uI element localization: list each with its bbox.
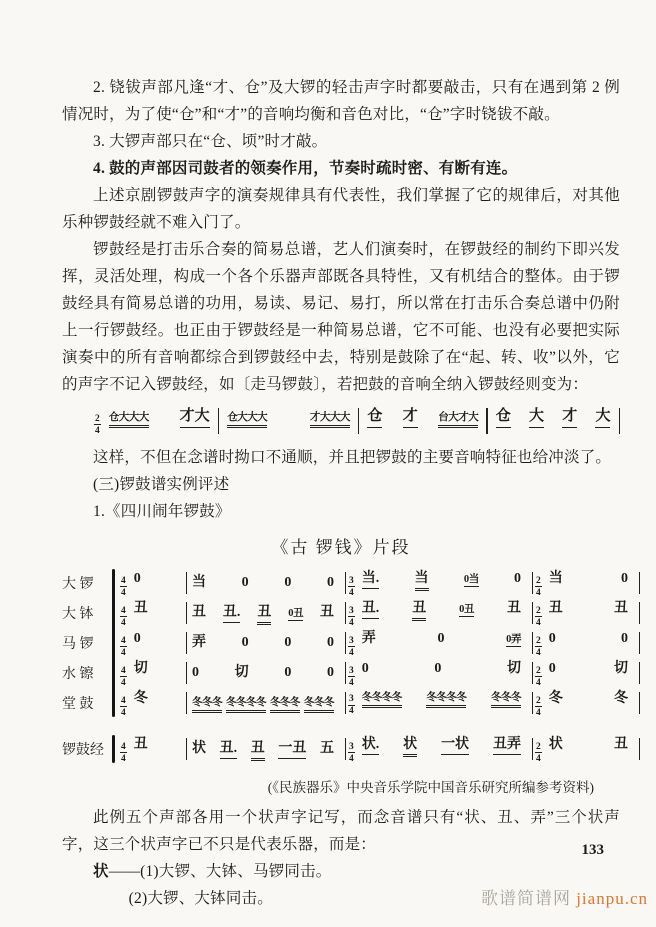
measure-notes bbox=[131, 600, 184, 618]
time-signature bbox=[120, 576, 127, 598]
note: 当 bbox=[192, 575, 206, 591]
barline bbox=[639, 692, 640, 714]
note: 冬 bbox=[133, 690, 148, 706]
note: 弄 bbox=[361, 630, 376, 646]
barline bbox=[619, 408, 621, 434]
barline bbox=[639, 662, 640, 684]
measure bbox=[189, 696, 343, 711]
time-signature-denominator: 4 bbox=[349, 647, 354, 658]
barline bbox=[186, 602, 187, 624]
zhuang-dash: —— bbox=[108, 863, 141, 881]
note: 切 bbox=[234, 665, 249, 681]
time-signature-numerator: 4 bbox=[121, 575, 126, 586]
score-system bbox=[62, 568, 628, 718]
time-signature-denominator: 4 bbox=[349, 587, 354, 598]
note: 0 bbox=[284, 665, 292, 681]
note: 才 bbox=[403, 407, 418, 428]
score-title: 《古 锣钱》片段 bbox=[271, 538, 411, 558]
note: 丑 bbox=[614, 600, 628, 616]
note: 0 bbox=[621, 630, 628, 646]
score-row bbox=[62, 734, 628, 764]
note: 仓 bbox=[367, 407, 382, 428]
note: 冬冬冬冬 bbox=[226, 696, 266, 711]
barline bbox=[186, 632, 187, 654]
note: 丑 bbox=[251, 740, 265, 759]
time-signature-denominator: 4 bbox=[121, 617, 126, 628]
time-signature-denominator: 4 bbox=[121, 707, 126, 718]
score-row bbox=[62, 628, 628, 658]
measure bbox=[348, 736, 530, 763]
paragraph-summary: 上述京剧锣鼓声字的演奏规律具有代表性，我们掌握了它的规律后，对其他乐种锣鼓经就不难入门了。 bbox=[62, 187, 620, 231]
barline bbox=[345, 662, 346, 684]
measure-notes bbox=[359, 660, 530, 678]
measure-notes bbox=[546, 690, 637, 708]
instrument-label: 锣鼓经 bbox=[62, 743, 104, 759]
measure-notes bbox=[189, 664, 343, 682]
time-signature-denominator: 4 bbox=[349, 617, 354, 628]
paragraph-after-notation: 这样，不但在念谱时拗口不通顺，并且把锣鼓的主要音响特征也给冲淡了。 bbox=[93, 449, 612, 467]
measure-notes bbox=[189, 604, 343, 623]
time-signature-denominator: 4 bbox=[349, 677, 354, 688]
time-signature-numerator: 3 bbox=[349, 635, 354, 646]
time-signature bbox=[120, 606, 127, 628]
measure-notes bbox=[189, 634, 343, 652]
measure bbox=[535, 600, 637, 627]
time-signature-denominator: 4 bbox=[349, 753, 354, 764]
system-brace bbox=[112, 569, 115, 717]
measure-notes bbox=[546, 630, 637, 648]
instrument-label: 水 镲 bbox=[62, 667, 94, 683]
example-heading: 1.《四川闹年锣鼓》 bbox=[93, 503, 231, 521]
note: 大 bbox=[595, 407, 610, 428]
time-signature-denominator: 4 bbox=[536, 617, 541, 628]
time-signature-numerator: 2 bbox=[536, 605, 541, 616]
time-signature-denominator: 4 bbox=[95, 425, 100, 436]
measure-notes bbox=[131, 660, 184, 678]
note: 才大 bbox=[180, 407, 210, 428]
note: 0 bbox=[621, 570, 628, 586]
time-signature-numerator: 2 bbox=[536, 575, 541, 586]
barline bbox=[345, 632, 346, 654]
note: 0 bbox=[434, 660, 442, 676]
time-signature-numerator: 3 bbox=[349, 575, 354, 586]
watermark-site-name: 歌谱简谱网 bbox=[480, 889, 571, 908]
note: 当 bbox=[548, 570, 563, 586]
time-signature bbox=[348, 694, 355, 716]
time-signature bbox=[535, 666, 542, 688]
time-signature bbox=[348, 576, 355, 598]
score-measures bbox=[120, 660, 642, 687]
note: 冬冬冬 bbox=[491, 691, 521, 706]
time-signature-numerator: 2 bbox=[536, 741, 541, 752]
note: 丑 bbox=[133, 600, 148, 616]
time-signature bbox=[94, 414, 101, 436]
note: 丑 bbox=[192, 604, 206, 620]
barline bbox=[345, 602, 346, 624]
barline bbox=[532, 632, 533, 654]
note: 0 bbox=[548, 630, 556, 646]
measure-notes bbox=[189, 740, 343, 759]
time-signature bbox=[348, 636, 355, 658]
time-signature-numerator: 3 bbox=[349, 665, 354, 676]
note: 0 bbox=[192, 665, 199, 681]
note: 丑. bbox=[223, 604, 241, 623]
note: 0 bbox=[284, 635, 292, 651]
note: 仓 bbox=[496, 407, 511, 428]
measure bbox=[120, 736, 184, 763]
measure-notes bbox=[546, 570, 637, 588]
time-signature bbox=[535, 742, 542, 764]
note: 0 bbox=[326, 635, 334, 651]
note: 0 bbox=[326, 665, 334, 681]
note: 五 bbox=[320, 740, 334, 756]
measure-notes bbox=[359, 736, 530, 755]
time-signature-numerator: 4 bbox=[121, 635, 126, 646]
score-row bbox=[62, 688, 628, 718]
note: 丑 bbox=[412, 600, 426, 619]
note: 仓大大大 bbox=[227, 411, 267, 426]
barline bbox=[186, 692, 187, 714]
measure bbox=[348, 570, 530, 597]
barline bbox=[186, 572, 187, 594]
time-signature-numerator: 4 bbox=[121, 741, 126, 752]
time-signature bbox=[348, 742, 355, 764]
note: 丑 bbox=[614, 736, 628, 752]
time-signature bbox=[120, 742, 127, 764]
paragraph-item-3: 3. 大锣声部只在“仓、顷”时才敲。 bbox=[93, 133, 328, 150]
time-signature-numerator: 3 bbox=[349, 741, 354, 752]
score-row bbox=[62, 658, 628, 688]
measure bbox=[535, 690, 637, 717]
time-signature bbox=[120, 666, 127, 688]
note: 切 bbox=[614, 660, 628, 676]
instrument-label: 大 钵 bbox=[62, 607, 94, 623]
note: 丑. bbox=[362, 600, 380, 619]
time-signature-denominator: 4 bbox=[536, 707, 541, 718]
notation-example-line bbox=[94, 407, 620, 435]
note: 丑 bbox=[257, 604, 271, 623]
measure-notes bbox=[131, 570, 184, 588]
note: 冬冬冬冬 bbox=[426, 691, 466, 706]
measure bbox=[219, 411, 358, 426]
time-signature bbox=[535, 696, 542, 718]
measure bbox=[189, 634, 343, 652]
time-signature-numerator: 2 bbox=[536, 635, 541, 646]
measure bbox=[348, 600, 530, 627]
measure bbox=[189, 664, 343, 682]
note: 一状 bbox=[441, 736, 469, 755]
note: 0 bbox=[437, 630, 445, 646]
note: 0 丑 bbox=[459, 603, 474, 618]
measure bbox=[348, 630, 530, 657]
note: 0 当 bbox=[464, 573, 479, 588]
note: 大 bbox=[529, 407, 544, 428]
note: 一丑 bbox=[278, 740, 306, 759]
time-signature-denominator: 4 bbox=[536, 753, 541, 764]
system-brace bbox=[112, 735, 115, 763]
time-signature-numerator: 4 bbox=[121, 665, 126, 676]
measure-notes bbox=[546, 660, 637, 678]
measure bbox=[120, 600, 184, 627]
barline bbox=[186, 738, 187, 760]
barline bbox=[186, 662, 187, 684]
time-signature-numerator: 3 bbox=[349, 605, 354, 616]
instrument-label: 堂 鼓 bbox=[62, 697, 94, 713]
note: 冬 冬冬 bbox=[304, 696, 334, 711]
paragraph-item-2: 2. 铙钹声部凡逢“才、仓”及大锣的轻击声字时都要敲击，只有在遇到第 2 例情况时，为了使“仓”和“才”的音响均衡和音色对比，“仓”字时铙钹不敲。 bbox=[62, 79, 620, 123]
measure bbox=[359, 407, 486, 428]
note: 丑 bbox=[506, 600, 521, 616]
note: 0 bbox=[241, 635, 249, 651]
note: 台大才大 bbox=[438, 411, 478, 426]
paragraph-comment: 此例五个声部各用一个状声字记写，而念音谱只有“状、丑、弄”三个状声字，这三个状声字已不只是代表乐器，而是： bbox=[62, 809, 620, 854]
note: 当. bbox=[362, 570, 380, 589]
measure-notes bbox=[359, 630, 530, 648]
measure bbox=[348, 660, 530, 687]
note: 冬 bbox=[614, 690, 628, 706]
barline bbox=[345, 738, 346, 760]
time-signature-denominator: 4 bbox=[536, 647, 541, 658]
watermark bbox=[481, 884, 648, 909]
watermark-site-url: jianpu.cn bbox=[576, 889, 648, 908]
score-row bbox=[62, 598, 628, 628]
time-signature bbox=[535, 576, 542, 598]
barline bbox=[532, 738, 533, 760]
measure bbox=[189, 574, 343, 592]
note: 状. bbox=[362, 736, 380, 755]
note: 0 bbox=[241, 575, 249, 591]
measure bbox=[535, 570, 637, 597]
score-measures bbox=[120, 630, 642, 657]
note: 状 bbox=[548, 736, 563, 752]
zhuang-character: 状 bbox=[93, 863, 109, 881]
measure bbox=[101, 407, 218, 428]
barline bbox=[532, 572, 533, 594]
measure-notes bbox=[189, 696, 343, 711]
time-signature-numerator: 3 bbox=[349, 694, 354, 705]
note: 冬冬冬 bbox=[270, 696, 300, 711]
measure-notes bbox=[131, 690, 184, 708]
time-signature-denominator: 4 bbox=[121, 677, 126, 688]
measure bbox=[488, 407, 619, 428]
measure bbox=[535, 660, 637, 687]
paragraph-zhuang-1 bbox=[62, 858, 620, 885]
score-measures bbox=[120, 570, 642, 597]
paragraph-luogujing: 锣鼓经是打击乐合奏的简易总谱，艺人们演奏时，在锣鼓经的制约下即兴发挥，灵活处理，构成一个各个乐器声部既各具特性，又有机结合的整体。由于锣鼓经具有简易总谱的功用，易读、易记、易打，所以常在打击乐合奏总谱中仍附上一行锣鼓经。也正由于锣鼓经是一种简易总谱，它不可能、也没有必要把实际演奏中的所有音响都综合到锣鼓经中去，特别是鼓除了在“起、转、收”以外，它的声字不记入锣鼓经，如〔走马锣鼓〕，若把鼓的音响全纳入锣鼓经则变为： bbox=[62, 241, 620, 393]
measure-notes bbox=[359, 600, 530, 619]
note: 0 bbox=[326, 575, 334, 591]
measure-notes bbox=[546, 736, 637, 754]
note: 仓大大大 bbox=[109, 411, 149, 426]
measure bbox=[120, 570, 184, 597]
measure bbox=[120, 660, 184, 687]
percussion-score bbox=[62, 568, 628, 764]
note: 0 bbox=[548, 660, 556, 676]
note: 冬冬冬冬 bbox=[362, 691, 402, 706]
measure bbox=[348, 691, 530, 715]
barline bbox=[639, 572, 640, 594]
note: 弄 bbox=[192, 635, 206, 651]
time-signature-denominator: 4 bbox=[121, 587, 126, 598]
measure-notes bbox=[131, 736, 184, 754]
score-row bbox=[62, 568, 628, 598]
note: 切 bbox=[133, 660, 148, 676]
score-measures bbox=[120, 600, 642, 627]
note: 0 bbox=[284, 575, 292, 591]
note: 0 bbox=[133, 570, 141, 586]
barline bbox=[639, 602, 640, 624]
note: 状 bbox=[192, 740, 206, 756]
note: 冬 bbox=[548, 690, 563, 706]
time-signature-numerator: 2 bbox=[95, 414, 100, 424]
measure-notes bbox=[359, 691, 530, 706]
measure bbox=[120, 630, 184, 657]
time-signature bbox=[535, 636, 542, 658]
measure bbox=[535, 630, 637, 657]
page-number: 133 bbox=[581, 842, 604, 858]
paragraph-item-4: 4. 鼓的声部因司鼓者的领奏作用，节奏时疏时密、有断有连。 bbox=[93, 160, 518, 177]
time-signature bbox=[120, 636, 127, 658]
barline bbox=[532, 692, 533, 714]
measure bbox=[189, 604, 343, 623]
measure-notes bbox=[189, 574, 343, 592]
barline bbox=[639, 632, 640, 654]
score-measures bbox=[120, 736, 642, 763]
note: 才 bbox=[562, 407, 577, 428]
note: 丑 bbox=[548, 600, 563, 616]
note: 切 bbox=[507, 660, 521, 676]
time-signature-denominator: 4 bbox=[121, 647, 126, 658]
score-citation: (《民族器乐》中央音乐学院中国音乐研究所编参考资料) bbox=[267, 780, 594, 796]
barline bbox=[345, 692, 346, 714]
measure-notes bbox=[131, 630, 184, 648]
time-signature-numerator: 4 bbox=[121, 695, 126, 706]
instrument-label: 大 锣 bbox=[62, 577, 94, 593]
measure bbox=[189, 740, 343, 759]
note: 0 弄 bbox=[506, 633, 521, 648]
time-signature-denominator: 4 bbox=[121, 753, 126, 764]
score-system bbox=[62, 734, 628, 764]
score-measures bbox=[120, 690, 642, 717]
time-signature bbox=[348, 606, 355, 628]
note: 0 bbox=[361, 660, 369, 676]
note: 0 丑 bbox=[288, 607, 303, 622]
measure-notes bbox=[359, 570, 530, 589]
time-signature bbox=[348, 666, 355, 688]
note: 冬 冬冬 bbox=[192, 696, 222, 711]
time-signature bbox=[120, 696, 127, 718]
measure bbox=[120, 690, 184, 717]
note: 丑 bbox=[133, 736, 148, 752]
note: 丑弄 bbox=[493, 736, 521, 755]
measure-notes bbox=[546, 600, 637, 618]
note: 丑. bbox=[220, 740, 238, 759]
barline bbox=[639, 738, 640, 760]
note: 当 bbox=[415, 570, 429, 589]
time-signature-denominator: 4 bbox=[349, 706, 354, 717]
time-signature-numerator: 4 bbox=[121, 605, 126, 616]
time-signature-numerator: 2 bbox=[536, 665, 541, 676]
paragraph-zhuang-2: (2)大锣、大钵同击。 bbox=[128, 890, 273, 908]
barline bbox=[345, 572, 346, 594]
time-signature bbox=[535, 606, 542, 628]
zhuang-item-1: (1)大锣、大钵、马锣同击。 bbox=[140, 863, 332, 881]
measure bbox=[535, 736, 637, 763]
barline bbox=[532, 602, 533, 624]
time-signature-numerator: 2 bbox=[536, 695, 541, 706]
instrument-label: 马 锣 bbox=[62, 637, 94, 653]
barline bbox=[532, 662, 533, 684]
note: 丑 bbox=[320, 604, 334, 620]
time-signature-denominator: 4 bbox=[536, 677, 541, 688]
section-heading: (三)锣鼓谱实例评述 bbox=[93, 476, 230, 494]
time-signature-denominator: 4 bbox=[536, 587, 541, 598]
note: 0 bbox=[513, 570, 521, 586]
note: 0 bbox=[133, 630, 141, 646]
note: 才大大大 bbox=[310, 411, 350, 426]
note: 状 bbox=[403, 736, 417, 755]
